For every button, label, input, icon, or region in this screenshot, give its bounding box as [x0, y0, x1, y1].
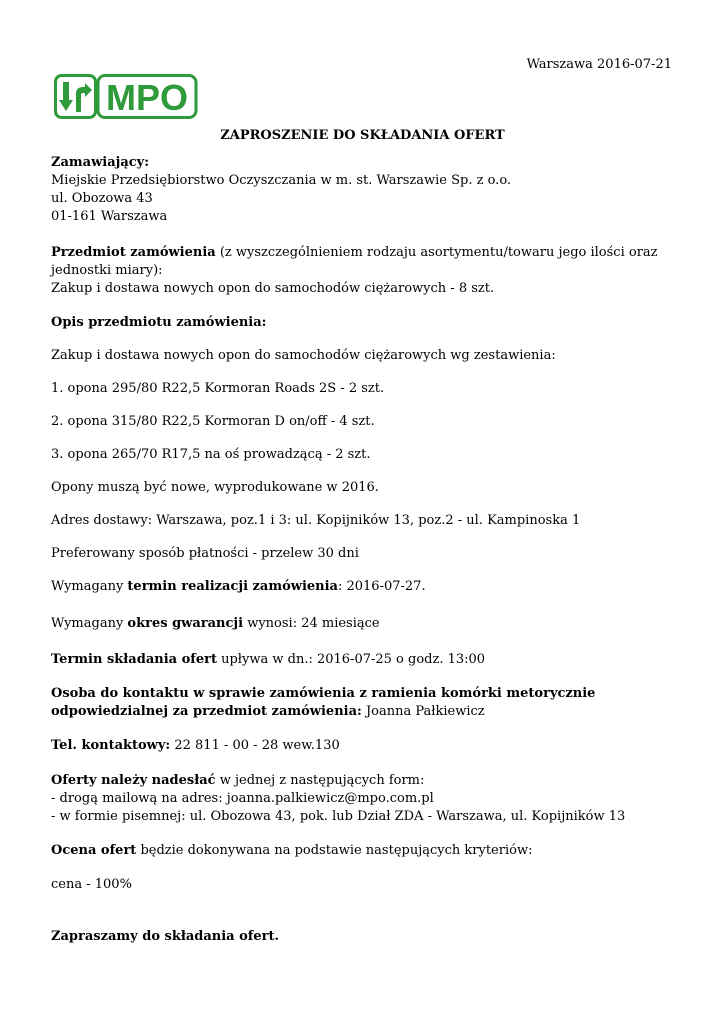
- opis-payment: Preferowany sposób płatności - przelew 30 dni: [51, 546, 359, 561]
- ocena-suffix: będzie dokonywana na podstawie następujących kryteriów:: [136, 843, 533, 858]
- zamawiajacy-label: Zamawiający:: [51, 155, 150, 170]
- termin-skladania-value: upływa w dn.: 2016-07-25 o godz. 13:00: [216, 652, 486, 667]
- termin-skladania-label: Termin składania ofert: [51, 652, 217, 667]
- telefon-value: 22 811 - 00 - 28 wew.130: [170, 738, 340, 753]
- logo-text: MPO: [105, 77, 189, 118]
- closing-text: Zapraszamy do składania ofert.: [51, 929, 280, 944]
- opis-label: Opis przedmiotu zamówienia:: [51, 315, 267, 330]
- mpo-logo: [54, 74, 198, 119]
- document-date: Warszawa 2016-07-21: [526, 57, 672, 72]
- opis-intro: Zakup i dostawa nowych opon do samochodów ciężarowych wg zestawienia:: [51, 348, 556, 363]
- telefon-label: Tel. kontaktowy:: [51, 738, 171, 753]
- termin-realizacji: [51, 578, 681, 596]
- gwarancja-prefix: Wymagany: [51, 616, 128, 631]
- opis-item: 2. opona 315/80 R22,5 Kormoran D on/off - 4 szt.: [51, 414, 375, 429]
- termin-realizacji-prefix: Wymagany: [51, 579, 128, 594]
- zamawiajacy-name: Miejskie Przedsiębiorstwo Oczyszczania w m. st. Warszawie Sp. z o.o.: [51, 173, 512, 188]
- opis-item: 3. opona 265/70 R17,5 na oś prowadzącą - 2 szt.: [51, 447, 371, 462]
- zamawiajacy-city: 01-161 Warszawa: [51, 209, 168, 224]
- oferty-suffix: w jednej z następujących form:: [215, 773, 425, 788]
- opis-item: 1. opona 295/80 R22,5 Kormoran Roads 2S - 2 szt.: [51, 381, 385, 396]
- opis-address: Adres dostawy: Warszawa, poz.1 i 3: ul. Kopijników 13, poz.2 - ul. Kampinoska 1: [51, 513, 581, 528]
- gwarancja-label: okres gwarancji: [127, 616, 244, 631]
- przedmiot-note: (z wyszczególnieniem rodzaju asortymentu/towaru jego ilości oraz jednostki miary):: [51, 245, 658, 278]
- ocena-criteria: cena - 100%: [51, 877, 132, 892]
- ocena: [51, 842, 681, 860]
- oferty-paper-line: - w formie pisemnej: ul. Obozowa 43, pok. lub Dział ZDA - Warszawa, ul. Kopijników 13: [51, 809, 626, 824]
- przedmiot-label: Przedmiot zamówienia: [51, 245, 216, 260]
- kontakt-name: Joanna Pałkiewicz: [361, 704, 485, 719]
- gwarancja-value: wynosi: 24 miesiące: [243, 616, 380, 631]
- oferty: [51, 772, 681, 826]
- gwarancja: [51, 615, 681, 633]
- kontakt-label: Osoba do kontaktu w sprawie zamówienia z ramienia komórki metorycznie odpowiedzialnej za przedmiot zamówienia:: [51, 686, 596, 719]
- oferty-label: Oferty należy nadesłać: [51, 773, 216, 788]
- document-body: [51, 154, 681, 946]
- termin-realizacji-label: termin realizacji zamówienia: [127, 579, 338, 594]
- opis-condition: Opony muszą być nowe, wyprodukowane w 2016.: [51, 480, 379, 495]
- section-przedmiot: [51, 244, 681, 298]
- zamawiajacy-street: ul. Obozowa 43: [51, 191, 153, 206]
- page-title: ZAPROSZENIE DO SKŁADANIA OFERT: [220, 128, 505, 143]
- section-zamawiajacy: [51, 154, 681, 226]
- kontakt: [51, 685, 681, 721]
- telefon: [51, 737, 681, 755]
- przedmiot-value: Zakup i dostawa nowych opon do samochodów ciężarowych - 8 szt.: [51, 281, 495, 296]
- oferty-email-line: - drogą mailową na adres: joanna.palkiewicz@mpo.com.pl: [51, 791, 434, 806]
- termin-skladania: [51, 651, 681, 669]
- ocena-label: Ocena ofert: [51, 843, 137, 858]
- termin-realizacji-value: : 2016-07-27.: [337, 579, 426, 594]
